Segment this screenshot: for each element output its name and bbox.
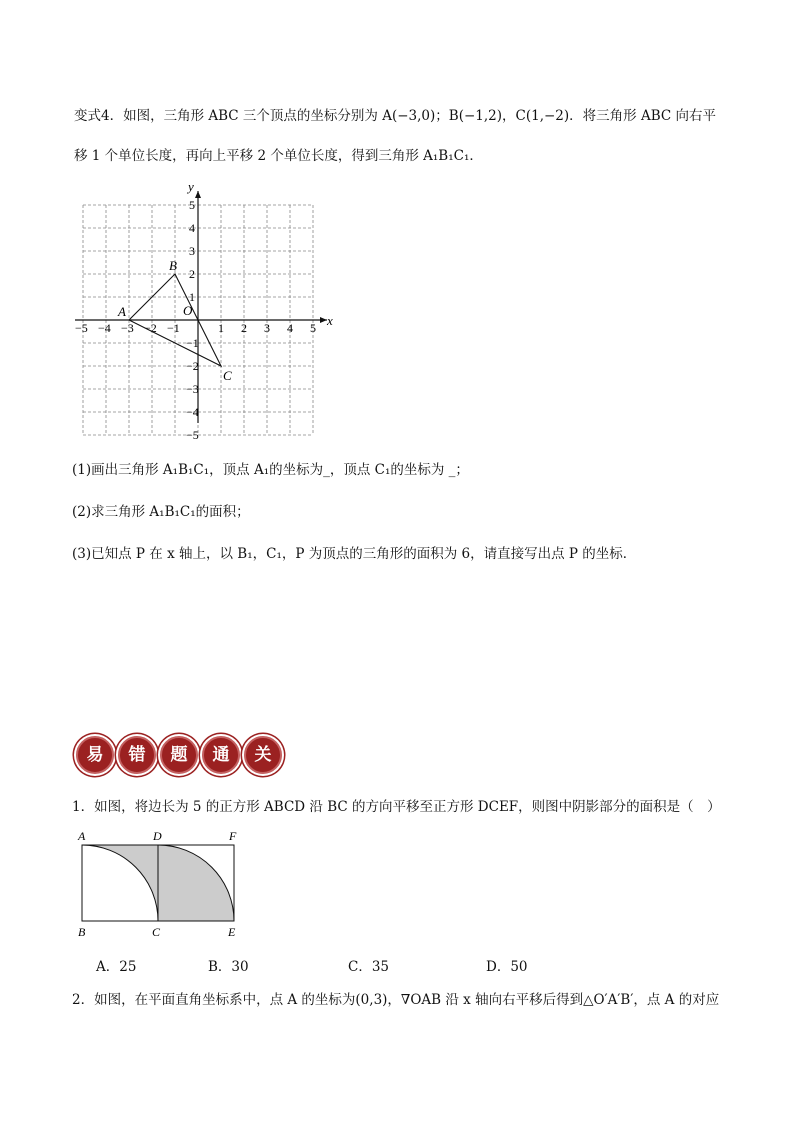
question-2: (2)求三角形 A₁B₁C₁的面积；	[72, 504, 250, 520]
x-tick-label: 5	[310, 321, 316, 335]
y-axis-arrow	[195, 191, 201, 198]
problem-2-text: 2．如图，在平面直角坐标系中，点 A 的坐标为(0,3)，∇OAB 沿 x 轴向右平移后得到△O′A′B′，点 A 的对应	[72, 992, 720, 1008]
coordinate-graph	[70, 175, 340, 445]
variant-line-1: 变式4．如图，三角形 ABC 三个顶点的坐标分别为 A(−3,0)；B(−1,2)，C(1,−2)．将三角形 ABC 向右平	[74, 108, 716, 124]
point-label-a: A	[118, 304, 126, 319]
x-tick-label: 2	[241, 321, 247, 335]
x-tick-label: −1	[167, 321, 180, 335]
x-tick-label: 3	[264, 321, 270, 335]
point-label-c: C	[223, 368, 232, 383]
shade-region	[82, 845, 158, 921]
x-tick-label: 4	[287, 321, 293, 335]
y-tick-label: −2	[186, 359, 199, 373]
label-D: D	[153, 829, 162, 843]
x-axis-arrow	[320, 317, 327, 323]
y-tick-label: 3	[189, 244, 195, 258]
banner-char-3: 题	[160, 736, 198, 774]
label-E: E	[228, 925, 236, 938]
tick-labels	[75, 179, 333, 442]
x-tick-label: −4	[98, 321, 111, 335]
banner-char-2: 错	[118, 736, 156, 774]
option-a[interactable]: A．25	[96, 959, 137, 975]
option-d[interactable]: D．50	[486, 959, 528, 975]
square-translation-figure	[72, 828, 252, 938]
point-label-b: B	[169, 258, 177, 273]
y-tick-label: −1	[186, 336, 199, 350]
label-A: A	[78, 829, 86, 843]
y-tick-label: −4	[186, 405, 199, 419]
label-B: B	[78, 925, 86, 938]
axes	[75, 191, 327, 423]
banner-char-4: 通	[202, 736, 240, 774]
origin-label: O	[183, 303, 193, 318]
y-tick-label: 1	[189, 290, 195, 304]
y-axis-label: y	[188, 179, 194, 194]
x-axis-label: x	[327, 313, 333, 328]
y-tick-label: 2	[189, 267, 195, 281]
option-c[interactable]: C．35	[348, 959, 390, 975]
label-C: C	[152, 925, 161, 938]
question-3: (3)已知点 P 在 x 轴上，以 B₁，C₁，P 为顶点的三角形的面积为 6，请直接写出点 P 的坐标．	[72, 546, 637, 562]
y-tick-label: 5	[189, 198, 195, 212]
banner-char-5: 关	[244, 736, 282, 774]
y-tick-label: 4	[189, 221, 195, 235]
question-1: (1)画出三角形 A₁B₁C₁，顶点 A₁的坐标为_，顶点 C₁的坐标为 _；	[72, 462, 469, 478]
x-tick-label: −2	[144, 321, 157, 335]
x-tick-label: −5	[75, 321, 88, 335]
problem-1-text: 1．如图，将边长为 5 的正方形 ABCD 沿 BC 的方向平移至正方形 DCEF，则图中阴影部分的面积是（ ）	[72, 799, 721, 815]
banner-char-1: 易	[76, 736, 114, 774]
y-tick-label: −3	[186, 382, 199, 396]
shade-region-2	[158, 845, 234, 921]
x-tick-label: −3	[121, 321, 134, 335]
y-tick-label: −5	[186, 428, 199, 442]
label-F: F	[229, 829, 237, 843]
variant-line-2: 移 1 个单位长度，再向上平移 2 个单位长度，得到三角形 A₁B₁C₁．	[74, 148, 483, 164]
option-b[interactable]: B．30	[208, 959, 249, 975]
x-tick-label: 1	[218, 321, 224, 335]
